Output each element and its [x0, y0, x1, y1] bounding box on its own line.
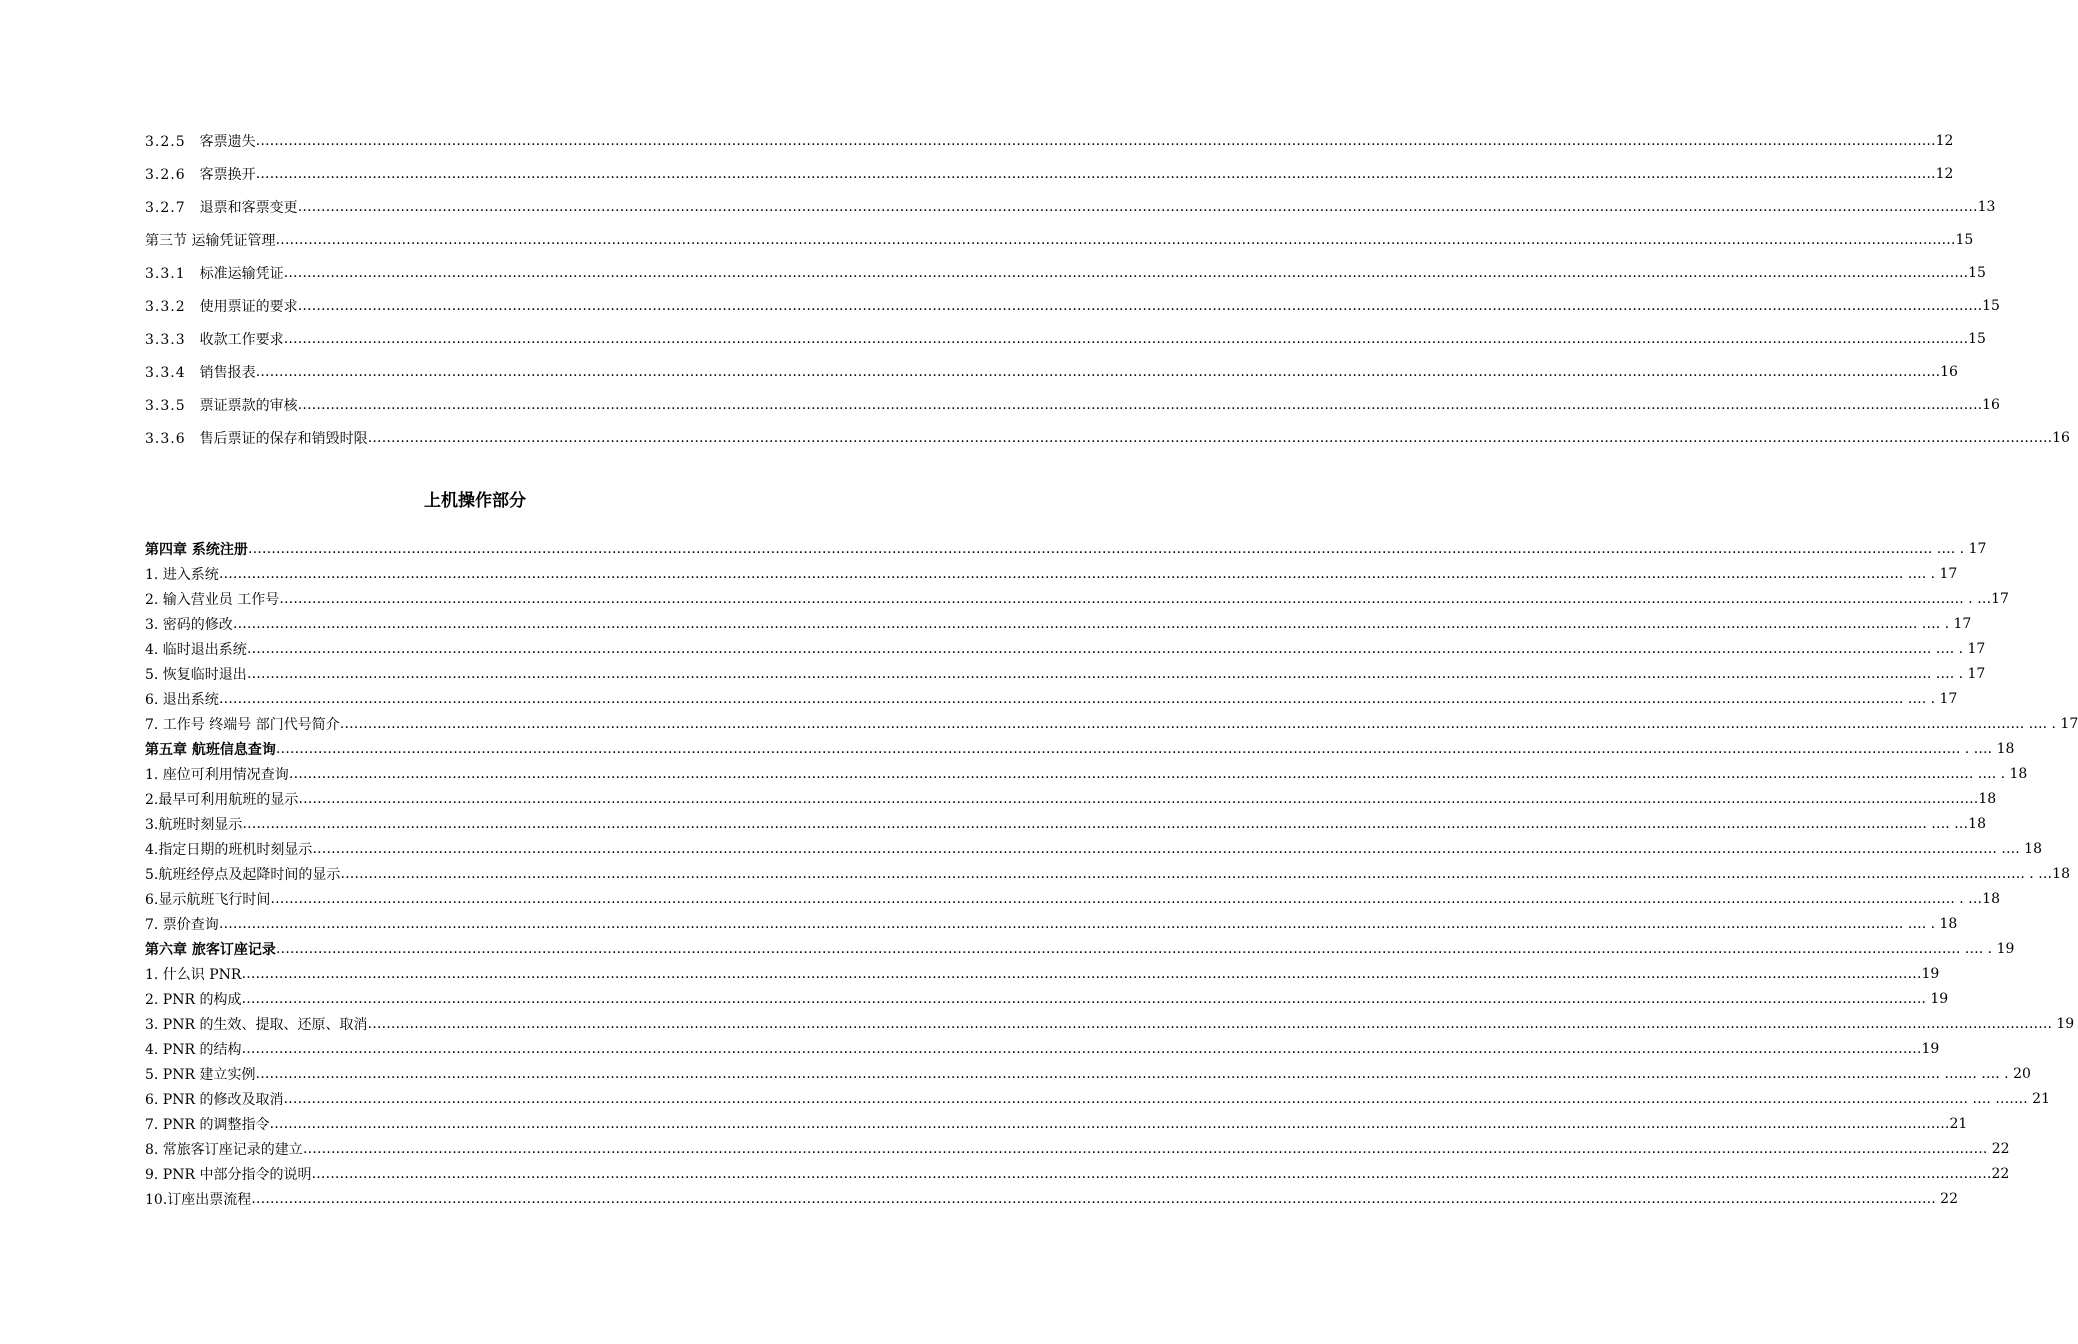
page-number: . 19	[2047, 1015, 2075, 1032]
dot-leader: ………………………………………………………………………………………………………………………………………………………………………………………………………………………………………………………………………………………………………………………………	[255, 363, 1936, 380]
toc-entry[interactable]	[145, 1061, 2031, 1086]
dot-leader: ………………………………………………………………………………………………………………………………………………………………………………………………………………………………………………………………………………………………………………………………	[242, 815, 1923, 832]
page-number: .16	[1935, 363, 1958, 380]
dot-leader: ………………………………………………………………………………………………………………………………………………………………………………………………………………………………………………………………………………………………………………………………	[298, 790, 1979, 807]
entry-title: 6.显示航班飞行时间	[145, 891, 271, 908]
toc-entry[interactable]	[145, 811, 1986, 836]
toc-entry[interactable]	[145, 786, 1997, 811]
dot-leader: ………………………………………………………………………………………………………………………………………………………………………………………………………………………………………………………………………………………………………………………………	[297, 297, 1978, 314]
toc-entry[interactable]	[145, 911, 1958, 936]
page-number: . …. . 17	[1926, 640, 1986, 657]
entry-number: 3.2.5	[145, 133, 186, 150]
dot-leader: ………………………………………………………………………………………………………………………………………………………………………………………………………………………………………………………………………………………………………………………………	[302, 1140, 1983, 1157]
toc-entry[interactable]	[145, 861, 2070, 886]
dot-leader: ………………………………………………………………………………………………………………………………………………………………………………………………………………………………………………………………………………………………………………………………	[255, 132, 1936, 149]
toc-entry[interactable]	[145, 686, 1958, 711]
entry-title: 7. PNR 的调整指令	[145, 1116, 270, 1133]
entry-title: 3. PNR 的生效、提取、还原、取消	[145, 1016, 368, 1033]
page-number: . …. . 18	[1898, 915, 1958, 932]
dot-leader: ………………………………………………………………………………………………………………………………………………………………………………………………………………………………………………………………………………………………………………………………	[241, 990, 1922, 1007]
page-number: . …. . 17	[1912, 615, 1972, 632]
entry-number: 3.3.6	[145, 430, 186, 447]
section-heading: 上机操作部分	[424, 491, 526, 511]
toc-entry[interactable]	[145, 661, 1986, 686]
page-number: .15	[1963, 330, 1986, 347]
toc-entry[interactable]	[145, 1186, 1958, 1211]
dot-leader: ………………………………………………………………………………………………………………………………………………………………………………………………………………………………………………………………………………………………………………………………	[367, 429, 2048, 446]
page-number: . 22	[1931, 1190, 1958, 1207]
toc-entry[interactable]	[145, 636, 1986, 661]
toc-chapter-entry[interactable]	[145, 736, 2015, 761]
toc-entry[interactable]	[145, 961, 1940, 986]
toc-entry[interactable]	[145, 1136, 2010, 1161]
page-number: . …. ……. 21	[1963, 1090, 2050, 1107]
dot-leader: ………………………………………………………………………………………………………………………………………………………………………………………………………………………………………………………………………………………………………………………………	[269, 1115, 1950, 1132]
toc-entry[interactable]	[145, 421, 2070, 454]
toc-lower	[145, 536, 2078, 1211]
entry-title: 标准运输凭证	[199, 265, 284, 282]
page-number: 19	[1921, 965, 1940, 982]
toc-entry[interactable]	[145, 355, 1958, 388]
dot-leader: ………………………………………………………………………………………………………………………………………………………………………………………………………………………………………………………………………………………………………………………………	[218, 690, 1899, 707]
entry-title: 票证票款的审核	[199, 397, 298, 414]
page-number: 18	[1978, 790, 1997, 807]
entry-title: 6. 退出系统	[145, 691, 219, 708]
toc-entry[interactable]	[145, 1086, 2050, 1111]
entry-title: 7. 票价查询	[145, 916, 219, 933]
entry-number: 3.2.7	[145, 199, 186, 216]
toc-chapter-entry[interactable]	[145, 936, 2015, 961]
page-number: . …. …18	[1922, 815, 1986, 832]
entry-number: 3.2.6	[145, 166, 186, 183]
dot-leader: ………………………………………………………………………………………………………………………………………………………………………………………………………………………………………………………………………………………………………………………………	[367, 1015, 2048, 1032]
toc-entry[interactable]	[145, 190, 1996, 223]
entry-title: 8. 常旅客订座记录的建立	[145, 1141, 303, 1158]
page-number: . …. 18	[1992, 840, 2042, 857]
entry-title: 客票遗失	[199, 133, 256, 150]
page-number: . …. . 19	[1955, 940, 2015, 957]
page-number: 15	[1955, 231, 1974, 248]
page-number: . …. . 17	[1898, 565, 1958, 582]
dot-leader: ………………………………………………………………………………………………………………………………………………………………………………………………………………………………………………………………………………………………………………………………	[283, 1090, 1964, 1107]
page-number: . 19	[1921, 990, 1949, 1007]
page-number: 19	[1921, 1040, 1940, 1057]
entry-number: 3.3.4	[145, 364, 186, 381]
dot-leader: ………………………………………………………………………………………………………………………………………………………………………………………………………………………………………………………………………………………………………………………………	[340, 865, 2021, 882]
toc-entry[interactable]	[145, 1036, 1940, 1061]
page-number: .15	[1963, 264, 1986, 281]
dot-leader: ………………………………………………………………………………………………………………………………………………………………………………………………………………………………………………………………………………………………………………………………	[218, 915, 1899, 932]
toc-entry[interactable]	[145, 289, 2000, 322]
page-number: . ……. …. . 20	[1935, 1065, 2031, 1082]
page-number: .15	[1977, 297, 2000, 314]
page-number: . . …17	[1959, 590, 2009, 607]
page-number: . 22	[1982, 1140, 2010, 1157]
entry-title: 第四章 系统注册	[145, 541, 248, 558]
page-number: . …. . 17	[1898, 690, 1958, 707]
toc-chapter-entry[interactable]	[145, 536, 1987, 561]
page-number: 21	[1949, 1115, 1968, 1132]
toc-entry[interactable]	[145, 322, 1986, 355]
toc-entry[interactable]	[145, 388, 2000, 421]
entry-title: 1. 座位可利用情况查询	[145, 766, 289, 783]
page-number: . …. . 17	[1926, 665, 1986, 682]
dot-leader: ………………………………………………………………………………………………………………………………………………………………………………………………………………………………………………………………………………………………………………………………	[339, 715, 2020, 732]
dot-leader: ………………………………………………………………………………………………………………………………………………………………………………………………………………………………………………………………………………………………………………………………	[247, 540, 1928, 557]
dot-leader: ………………………………………………………………………………………………………………………………………………………………………………………………………………………………………………………………………………………………………………………………	[283, 264, 1964, 281]
toc-entry[interactable]	[145, 157, 1954, 190]
entry-title: 4. 临时退出系统	[145, 641, 247, 658]
entry-title: 9. PNR 中部分指令的说明	[145, 1166, 312, 1183]
entry-title: 3. 密码的修改	[145, 616, 233, 633]
toc-entry[interactable]	[145, 886, 2000, 911]
entry-title: 第三节 运输凭证管理	[145, 232, 276, 249]
entry-title: 使用票证的要求	[199, 298, 298, 315]
entry-title: 2.最早可利用航班的显示	[145, 791, 299, 808]
entry-title: 退票和客票变更	[199, 199, 298, 216]
dot-leader: ………………………………………………………………………………………………………………………………………………………………………………………………………………………………………………………………………………………………………………………………	[312, 840, 1993, 857]
dot-leader: ………………………………………………………………………………………………………………………………………………………………………………………………………………………………………………………………………………………………………………………………	[297, 198, 1978, 215]
entry-title: 5. 恢复临时退出	[145, 666, 247, 683]
toc-entry[interactable]	[145, 1011, 2075, 1036]
page-number: . …. . 17	[2019, 715, 2078, 732]
dot-leader: ………………………………………………………………………………………………………………………………………………………………………………………………………………………………………………………………………………………………………………………………	[255, 1065, 1936, 1082]
dot-leader: ………………………………………………………………………………………………………………………………………………………………………………………………………………………………………………………………………………………………………………………………	[251, 1190, 1932, 1207]
toc-entry[interactable]	[145, 561, 1958, 586]
entry-title: 收款工作要求	[199, 331, 284, 348]
dot-leader: ………………………………………………………………………………………………………………………………………………………………………………………………………………………………………………………………………………………………………………………………	[232, 615, 1913, 632]
toc-entry[interactable]	[145, 836, 2042, 861]
page-number: . . …. 18	[1955, 740, 2015, 757]
page-number: .16	[1977, 396, 2000, 413]
toc-entry[interactable]	[145, 711, 2078, 736]
entry-number: 3.3.3	[145, 331, 186, 348]
entry-title: 第六章 旅客订座记录	[145, 941, 276, 958]
dot-leader: ………………………………………………………………………………………………………………………………………………………………………………………………………………………………………………………………………………………………………………………………	[275, 231, 1956, 248]
page-number: . …. . 17	[1927, 540, 1987, 557]
dot-leader: ………………………………………………………………………………………………………………………………………………………………………………………………………………………………………………………………………………………………………………………………	[246, 665, 1927, 682]
toc-entry[interactable]	[145, 986, 1949, 1011]
entry-title: 销售报表	[199, 364, 256, 381]
dot-leader: ………………………………………………………………………………………………………………………………………………………………………………………………………………………………………………………………………………………………………………………………	[241, 965, 1922, 982]
page-number: 12	[1935, 132, 1954, 149]
entry-title: 10.订座出票流程	[145, 1191, 252, 1208]
entry-title: 4.指定日期的班机时刻显示	[145, 841, 313, 858]
entry-title: 5. PNR 建立实例	[145, 1066, 256, 1083]
dot-leader: ………………………………………………………………………………………………………………………………………………………………………………………………………………………………………………………………………………………………………………………………	[255, 165, 1936, 182]
entry-title: 3.航班时刻显示	[145, 816, 243, 833]
toc-entry[interactable]	[145, 586, 2009, 611]
entry-number: 3.3.2	[145, 298, 186, 315]
entry-title: 1. 进入系统	[145, 566, 219, 583]
dot-leader: ………………………………………………………………………………………………………………………………………………………………………………………………………………………………………………………………………………………………………………………………	[288, 765, 1969, 782]
page-number: 22	[1991, 1165, 2010, 1182]
dot-leader: ………………………………………………………………………………………………………………………………………………………………………………………………………………………………………………………………………………………………………………………………	[275, 740, 1956, 757]
page-number: 13	[1977, 198, 1996, 215]
dot-leader: ………………………………………………………………………………………………………………………………………………………………………………………………………………………………………………………………………………………………………………………………	[279, 590, 1960, 607]
entry-title: 1. 什么识 PNR	[145, 966, 242, 983]
page-number: . . …18	[2020, 865, 2070, 882]
dot-leader: ………………………………………………………………………………………………………………………………………………………………………………………………………………………………………………………………………………………………………………………………	[270, 890, 1951, 907]
entry-title: 售后票证的保存和销毁时限	[199, 430, 368, 447]
page-number: . …. . 18	[1968, 765, 2028, 782]
toc-entry[interactable]	[145, 256, 1986, 289]
toc-entry[interactable]	[145, 611, 1972, 636]
page-number: . . …18	[1950, 890, 2000, 907]
toc-entry[interactable]	[145, 1161, 2010, 1186]
entry-title: 客票换开	[199, 166, 256, 183]
entry-title: 2. PNR 的构成	[145, 991, 242, 1008]
entry-title: 2. 输入营业员 工作号	[145, 591, 280, 608]
entry-number: 3.3.5	[145, 397, 186, 414]
dot-leader: ………………………………………………………………………………………………………………………………………………………………………………………………………………………………………………………………………………………………………………………………	[297, 396, 1978, 413]
toc-entry[interactable]	[145, 1111, 1968, 1136]
toc-entry[interactable]	[145, 124, 1954, 157]
entry-title: 4. PNR 的结构	[145, 1041, 242, 1058]
dot-leader: ………………………………………………………………………………………………………………………………………………………………………………………………………………………………………………………………………………………………………………………………	[275, 940, 1956, 957]
entry-number: 3.3.1	[145, 265, 186, 282]
dot-leader: ………………………………………………………………………………………………………………………………………………………………………………………………………………………………………………………………………………………………………………………………	[218, 565, 1899, 582]
dot-leader: ………………………………………………………………………………………………………………………………………………………………………………………………………………………………………………………………………………………………………………………………	[311, 1165, 1992, 1182]
dot-leader: ………………………………………………………………………………………………………………………………………………………………………………………………………………………………………………………………………………………………………………………………	[241, 1040, 1922, 1057]
dot-leader: ………………………………………………………………………………………………………………………………………………………………………………………………………………………………………………………………………………………………………………………………	[283, 330, 1964, 347]
dot-leader: ………………………………………………………………………………………………………………………………………………………………………………………………………………………………………………………………………………………………………………………………	[246, 640, 1927, 657]
page-number: 12	[1935, 165, 1954, 182]
entry-title: 5.航班经停点及起降时间的显示	[145, 866, 341, 883]
toc-upper	[145, 124, 2070, 454]
entry-title: 第五章 航班信息查询	[145, 741, 276, 758]
entry-title: 7. 工作号 终端号 部门代号简介	[145, 716, 340, 733]
toc-entry[interactable]	[145, 761, 2028, 786]
entry-title: 6. PNR 的修改及取消	[145, 1091, 284, 1108]
page-number: .16	[2047, 429, 2070, 446]
toc-entry[interactable]	[145, 223, 1974, 256]
